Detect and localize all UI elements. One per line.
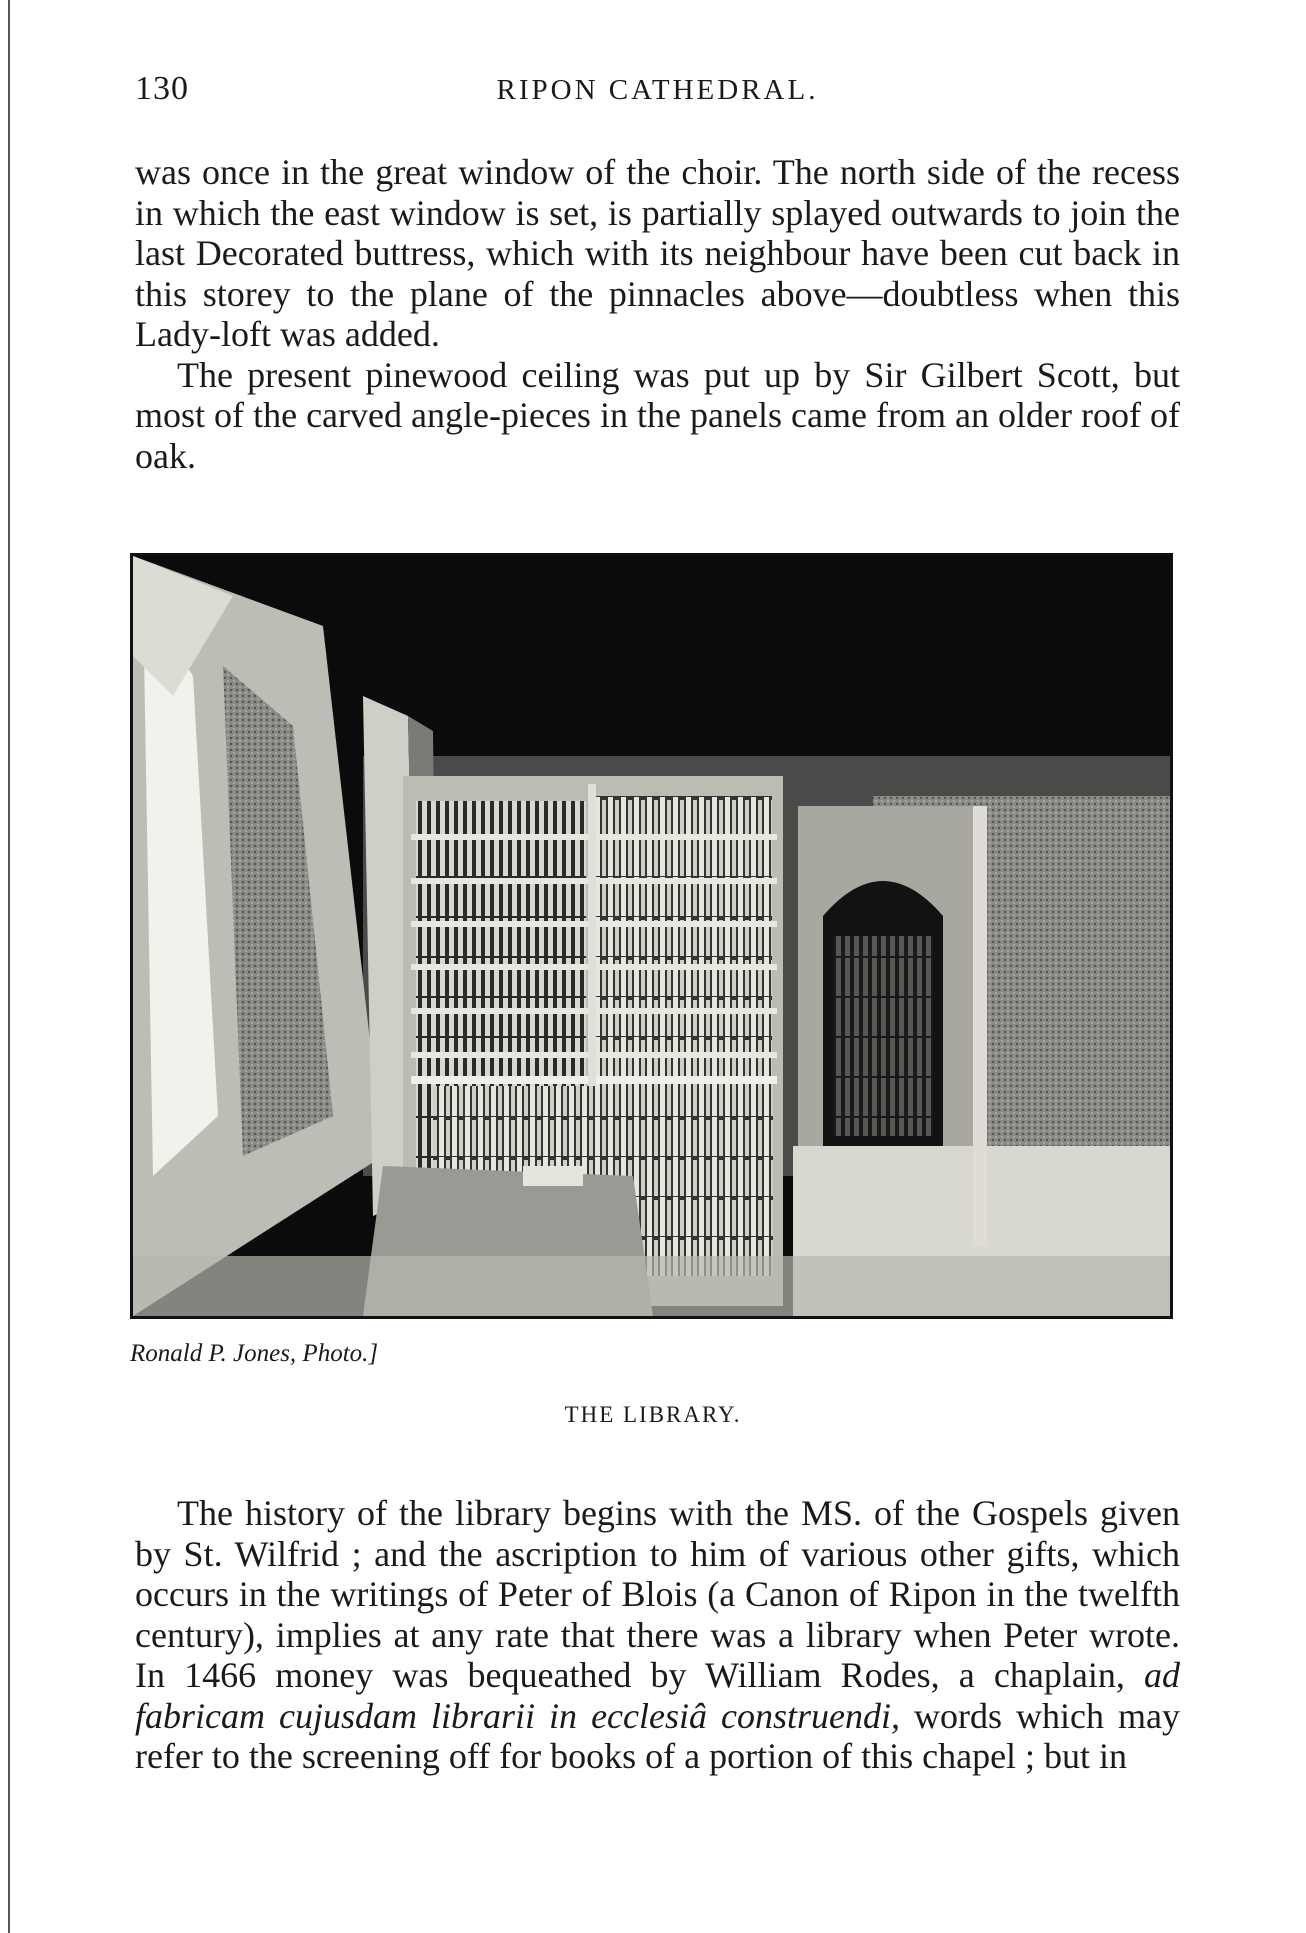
- paragraph-ceiling: The present pinewood ceiling was put up by Sir Gilbert Scott, but most of the carved angle-pieces in the panels came from an older roof of oak.: [135, 354, 1180, 476]
- page-header: [135, 70, 1180, 120]
- page-number: 130: [135, 70, 189, 107]
- library-photograph: [130, 553, 1173, 1319]
- paragraph-library-history: [135, 1493, 1180, 1777]
- figure-caption: THE LIBRARY.: [564, 1402, 742, 1427]
- library-history-start: The history of the library begins with the MS. of the Gospels given by St. Wilfrid ; and the ascription to him of various other gifts, which occurs in the writings of Peter of Blois (a Canon of Ripon in the twelfth century), implies at any rate that there was a library when Peter wrote. In 1466 money was bequeathed by William Rodes, a chaplain,: [135, 1493, 1180, 1695]
- latin-phrase: ad fabricam cujusdam librarii in ecclesiâ construendi,: [135, 1655, 1180, 1736]
- photo-credit: Ronald P. Jones, Photo.]: [130, 1340, 379, 1367]
- library-history-end: words which may refer to the screening off for books of a portion of this chapel ; but in: [135, 1695, 1180, 1776]
- page-edge-line: [8, 0, 10, 1933]
- paragraph-continued: was once in the great window of the choir. The north side of the recess in which the east window is set, is partially splayed outwards to join the last Decorated buttress, which with its neighbour have been cut back in this storey to the plane of the pinnacles above—doubtless when this Lady-loft was added.: [135, 152, 1180, 354]
- running-title: RIPON CATHEDRAL.: [496, 74, 819, 106]
- bottom-text-block: [135, 1493, 1180, 1777]
- top-text-block: [135, 152, 1180, 476]
